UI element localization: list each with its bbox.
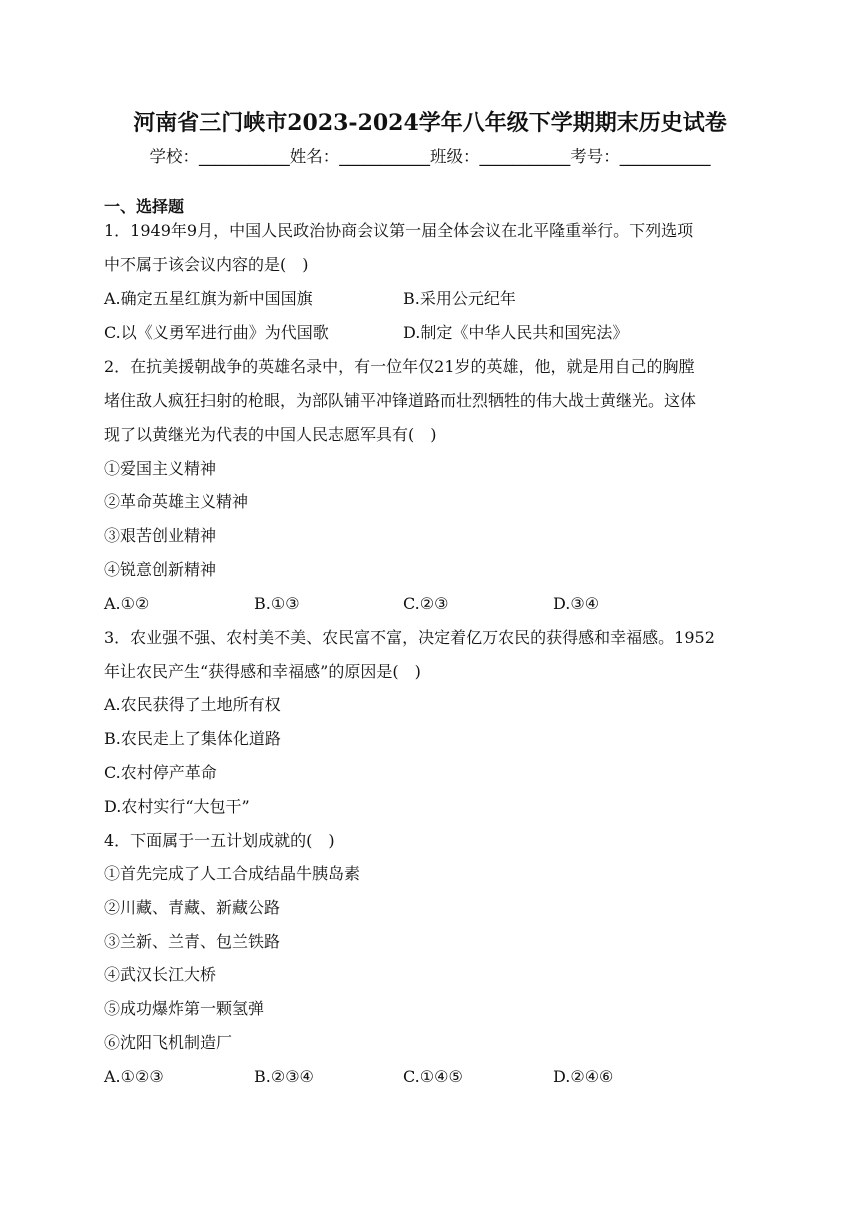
question-3-stem-line: 年让农民产生“获得感和幸福感”的原因是( ) <box>104 662 421 681</box>
question-3-option-c: C.农村停产革命 <box>104 763 217 782</box>
question-4-option-d: D.②④⑥ <box>553 1067 614 1086</box>
question-4-option-b: B.②③④ <box>254 1067 314 1086</box>
question-3-option-a: A.农民获得了土地所有权 <box>104 695 281 714</box>
exam-id-field: 考号：___________ <box>570 147 711 166</box>
class-field: 班级：___________ <box>430 147 571 166</box>
question-4-item: ⑥沈阳飞机制造厂 <box>104 1033 233 1052</box>
question-1-option-b: B.采用公元纪年 <box>403 289 516 308</box>
school-field: 学校：___________ <box>149 147 290 166</box>
question-4-option-a: A.①②③ <box>104 1067 164 1086</box>
question-2-item: ③艰苦创业精神 <box>104 526 217 545</box>
question-3-option-d: D.农村实行“大包干” <box>104 797 250 816</box>
question-4-item: ①首先完成了人工合成结晶牛胰岛素 <box>104 864 361 883</box>
question-2-stem-line: 2．在抗美援朝战争的英雄名录中，有一位年仅21岁的英雄，他，就是用自己的胸膛 <box>104 357 695 376</box>
question-1-stem-line: 1．1949年9月，中国人民政治协商会议第一届全体会议在北平隆重举行。下列选项 <box>104 221 694 240</box>
question-2-item: ①爱国主义精神 <box>104 459 217 478</box>
question-4-stem-line: 4．下面属于一五计划成就的( ) <box>104 831 335 850</box>
question-4-item: ②川藏、青藏、新藏公路 <box>104 898 281 917</box>
question-1-option-d: D.制定《中华人民共和国宪法》 <box>403 323 629 342</box>
question-2-option-c: C.②③ <box>403 594 449 613</box>
name-field: 姓名：___________ <box>289 147 430 166</box>
question-4-item: ⑤成功爆炸第一颗氢弹 <box>104 999 265 1018</box>
question-3-stem-line: 3．农业强不强、农村美不美、农民富不富，决定着亿万农民的获得感和幸福感。1952 <box>104 628 715 647</box>
question-1-option-c: C.以《义勇军进行曲》为代国歌 <box>104 323 329 342</box>
question-2-item: ④锐意创新精神 <box>104 560 217 579</box>
question-2-stem-line: 堵住敌人疯狂扫射的枪眼，为部队铺平冲锋道路而壮烈牺牲的伟大战士黄继光。这体 <box>104 391 697 410</box>
question-2-stem-line: 现了以黄继光为代表的中国人民志愿军具有( ) <box>104 425 437 444</box>
question-1-option-a: A.确定五星红旗为新中国国旗 <box>104 289 313 308</box>
question-3-option-b: B.农民走上了集体化道路 <box>104 729 281 748</box>
question-2-option-a: A.①② <box>104 594 150 613</box>
question-2-option-b: B.①③ <box>254 594 300 613</box>
student-info-line <box>0 144 860 170</box>
page-title: 河南省三门峡市2023-2024学年八年级下学期期末历史试卷 <box>133 110 727 136</box>
question-4-item: ④武汉长江大桥 <box>104 965 217 984</box>
question-1-stem-line: 中不属于该会议内容的是( ) <box>104 255 309 274</box>
section-heading: 一、选择题 <box>104 197 185 216</box>
question-4-item: ③兰新、兰青、包兰铁路 <box>104 932 281 951</box>
question-2-item: ②革命英雄主义精神 <box>104 492 249 511</box>
question-4-option-c: C.①④⑤ <box>403 1067 463 1086</box>
question-2-option-d: D.③④ <box>553 594 600 613</box>
